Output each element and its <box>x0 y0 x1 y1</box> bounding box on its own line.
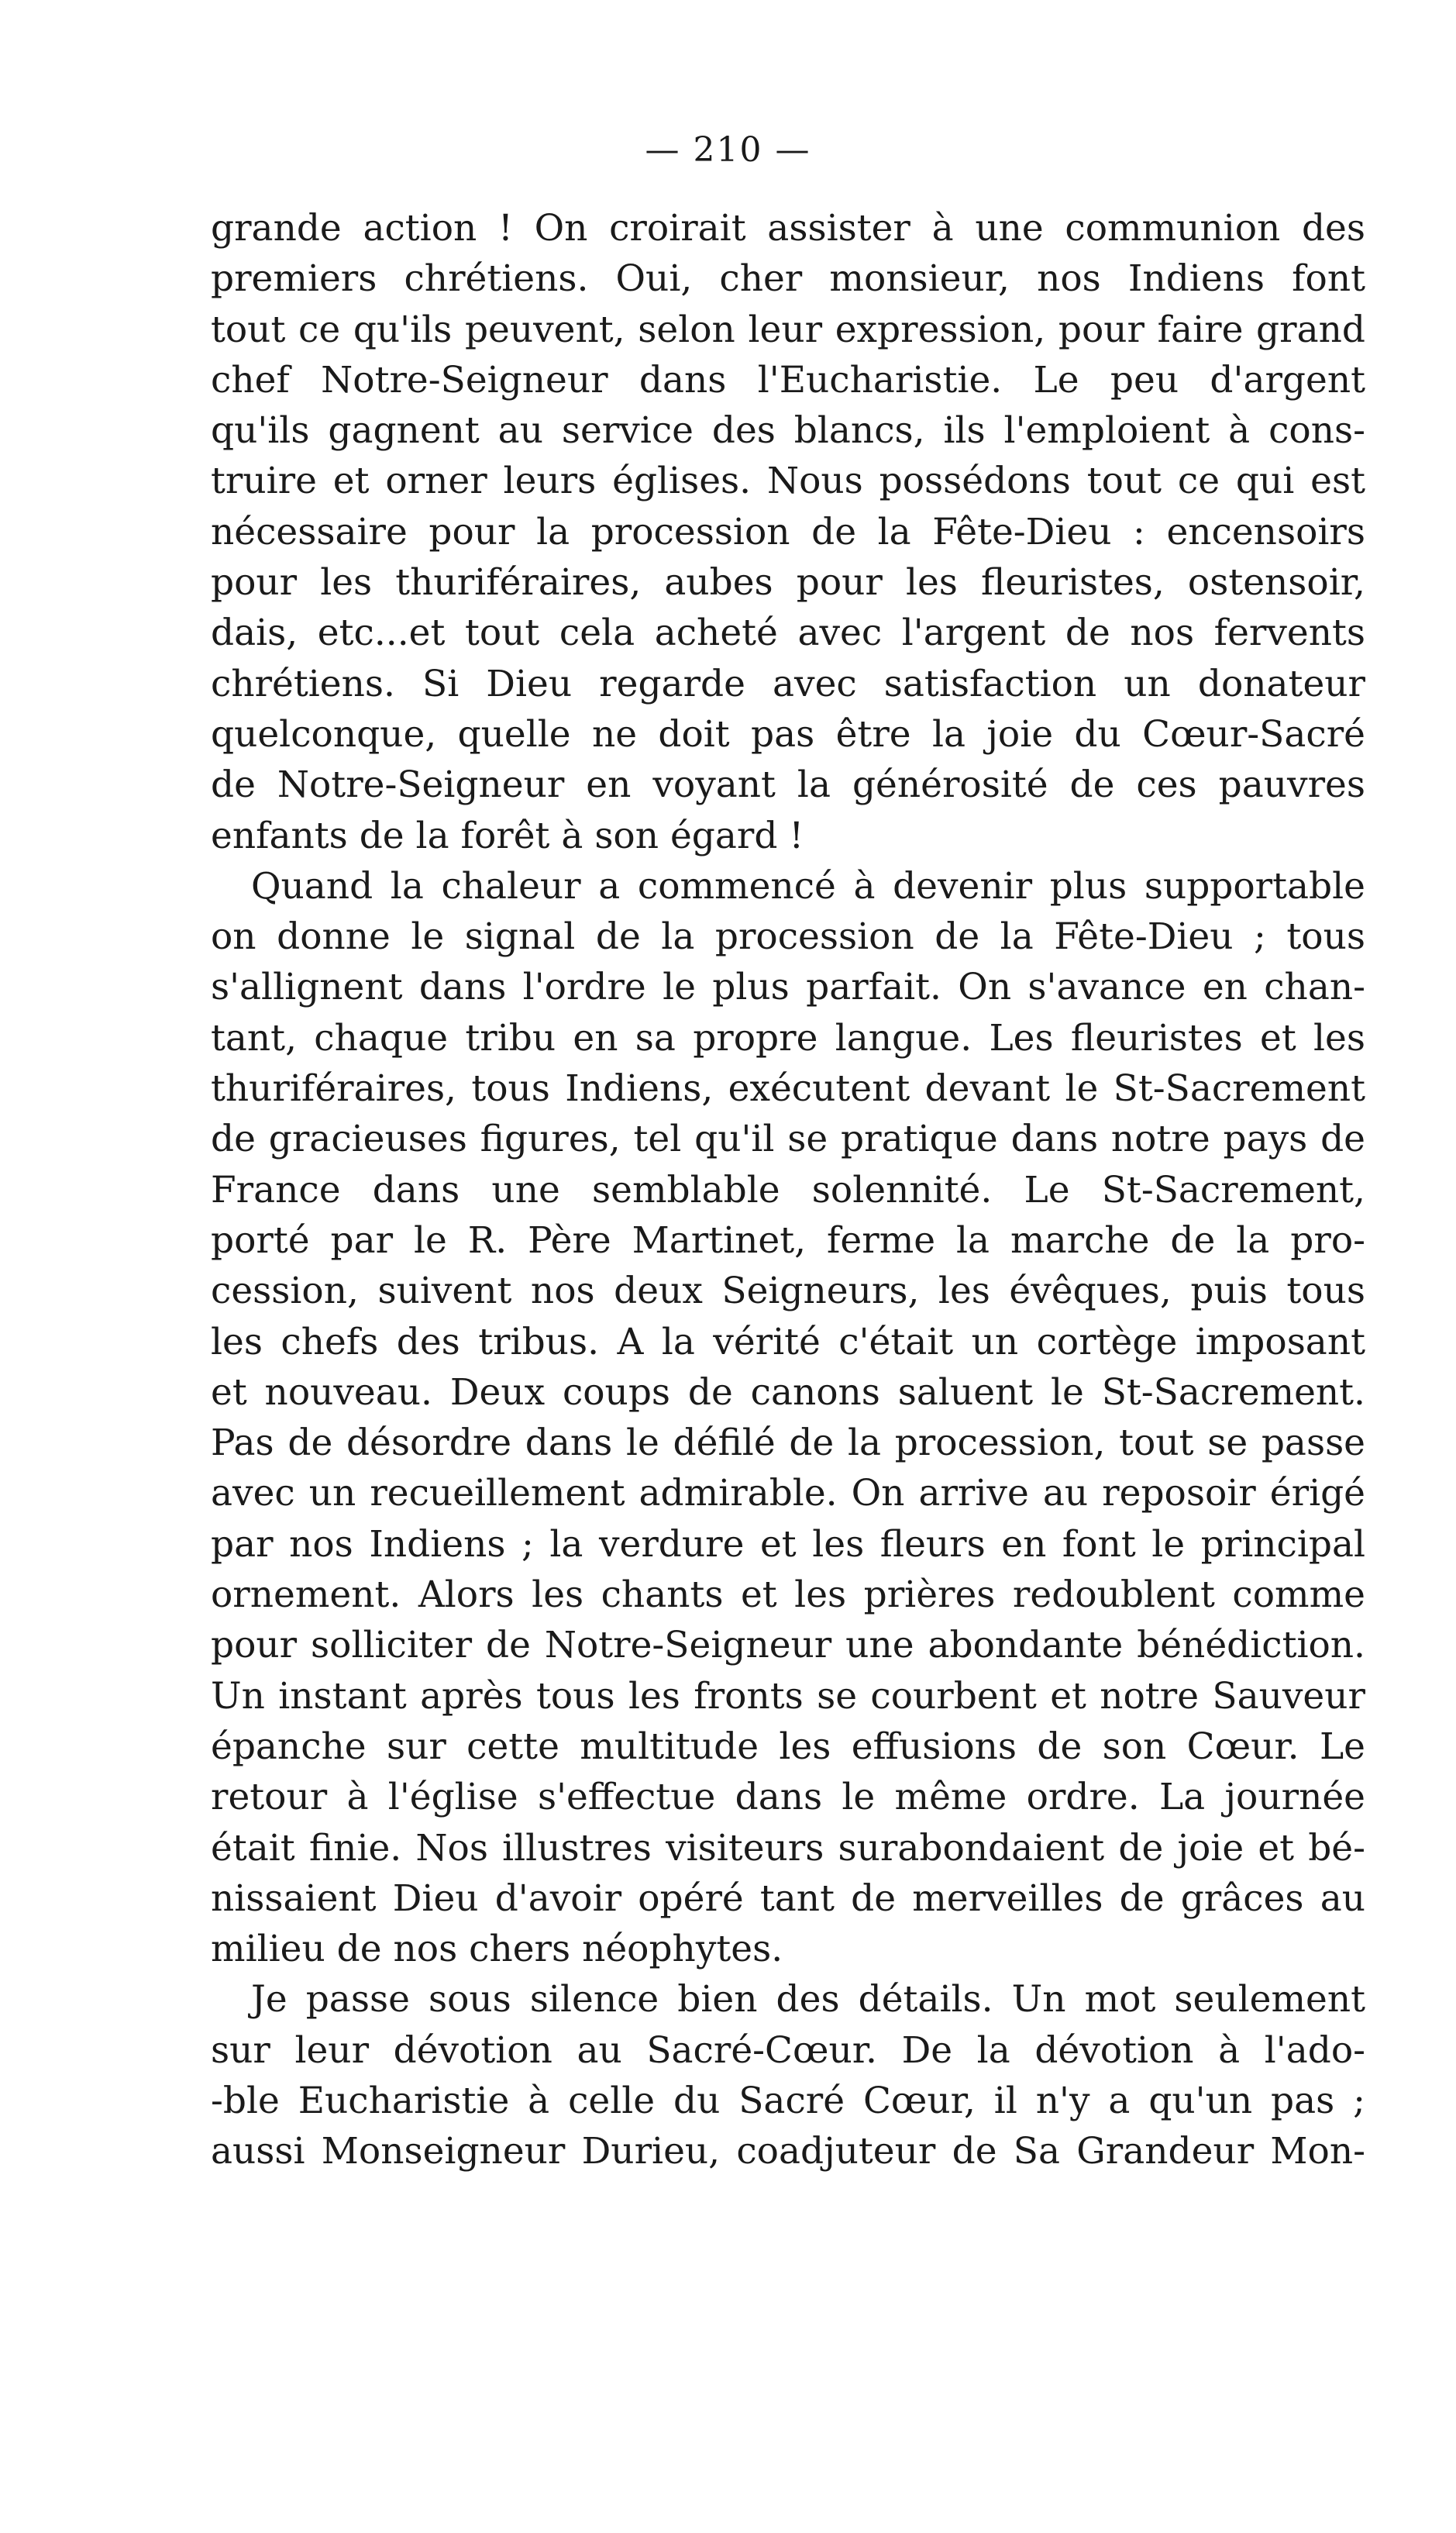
text-line: chef Notre-Seigneur dans l'Eucharistie. Le peu d'argent <box>211 358 1365 401</box>
body-text <box>211 203 1365 2177</box>
text-line: truire et orner leurs églises. Nous possédons tout ce qui est <box>211 460 1365 503</box>
text-line: retour à l'église s'effectue dans le même ordre. La journée <box>211 1776 1365 1819</box>
text-line: tout ce qu'ils peuvent, selon leur expression, pour faire grand <box>211 308 1365 351</box>
text-line: enfants de la forêt à son égard ! <box>211 814 804 857</box>
text-line: Je passe sous silence bien des détails. Un mot seulement <box>251 1978 1365 2021</box>
text-line: milieu de nos chers néophytes. <box>211 1928 783 1971</box>
text-line: grande action ! On croirait assister à une communion des <box>211 207 1365 250</box>
text-line: pour les thuriféraires, aubes pour les fleuristes, ostensoir, <box>211 561 1365 605</box>
text-line: chrétiens. Si Dieu regarde avec satisfaction un donateur <box>211 662 1365 705</box>
text-line: tant, chaque tribu en sa propre langue. Les fleuristes et les <box>211 1016 1365 1060</box>
text-line: nissaient Dieu d'avoir opéré tant de merveilles de grâces au <box>211 1876 1365 1920</box>
text-line: sur leur dévotion au Sacré-Cœur. De la dévotion à l'ado- <box>211 2028 1365 2072</box>
text-line: et nouveau. Deux coups de canons saluent le St-Sacrement. <box>211 1370 1365 1414</box>
text-line: premiers chrétiens. Oui, cher monsieur, nos Indiens font <box>211 257 1365 301</box>
text-line: de Notre-Seigneur en voyant la générosité de ces pauvres <box>211 763 1365 807</box>
text-line: épanche sur cette multitude les effusions de son Cœur. Le <box>211 1725 1365 1768</box>
text-line: nécessaire pour la procession de la Fête-Dieu : encensoirs <box>211 510 1365 553</box>
text-line: les chefs des tribus. A la vérité c'était un cortège imposant <box>211 1320 1365 1363</box>
text-line: de gracieuses figures, tel qu'il se pratique dans notre pays de <box>211 1118 1365 1161</box>
text-line: Pas de désordre dans le défilé de la procession, tout se passe <box>211 1422 1365 1465</box>
text-line: thuriféraires, tous Indiens, exécutent devant le St-Sacrement <box>211 1067 1365 1111</box>
text-line: avec un recueillement admirable. On arrive au reposoir érigé <box>211 1472 1365 1515</box>
text-line: aussi Monseigneur Durieu, coadjuteur de Sa Grandeur Mon- <box>211 2130 1365 2173</box>
text-line: cession, suivent nos deux Seigneurs, les évêques, puis tous <box>211 1270 1365 1313</box>
text-line: Un instant après tous les fronts se courbent et notre Sauveur <box>211 1674 1365 1718</box>
text-line: qu'ils gagnent au service des blancs, ils l'emploient à cons- <box>211 409 1365 453</box>
text-line: par nos Indiens ; la verdure et les fleurs en font le principal <box>211 1522 1365 1566</box>
text-line: on donne le signal de la procession de la Fête-Dieu ; tous <box>211 915 1365 959</box>
text-line: pour solliciter de Notre-Seigneur une abondante bénédiction. <box>211 1624 1365 1667</box>
text-line: Quand la chaleur a commencé à devenir plus supportable <box>251 864 1365 908</box>
text-line: dais, etc...et tout cela acheté avec l'argent de nos fervents <box>211 612 1365 655</box>
text-line: France dans une semblable solennité. Le St-Sacrement, <box>211 1168 1365 1211</box>
page-number: — 210 — <box>645 130 811 170</box>
text-line: était finie. Nos illustres visiteurs surabondaient de joie et bé- <box>211 1826 1365 1870</box>
text-line: quelconque, quelle ne doit pas être la joie du Cœur-Sacré <box>211 712 1365 756</box>
text-line: s'allignent dans l'ordre le plus parfait. On s'avance en chan- <box>211 966 1365 1009</box>
text-line: porté par le R. Père Martinet, ferme la marche de la pro- <box>211 1218 1365 1262</box>
text-line: ornement. Alors les chants et les prières redoublent comme <box>211 1573 1365 1617</box>
text-line: -ble Eucharistie à celle du Sacré Cœur, il n'y a qu'un pas ; <box>211 2079 1365 2122</box>
